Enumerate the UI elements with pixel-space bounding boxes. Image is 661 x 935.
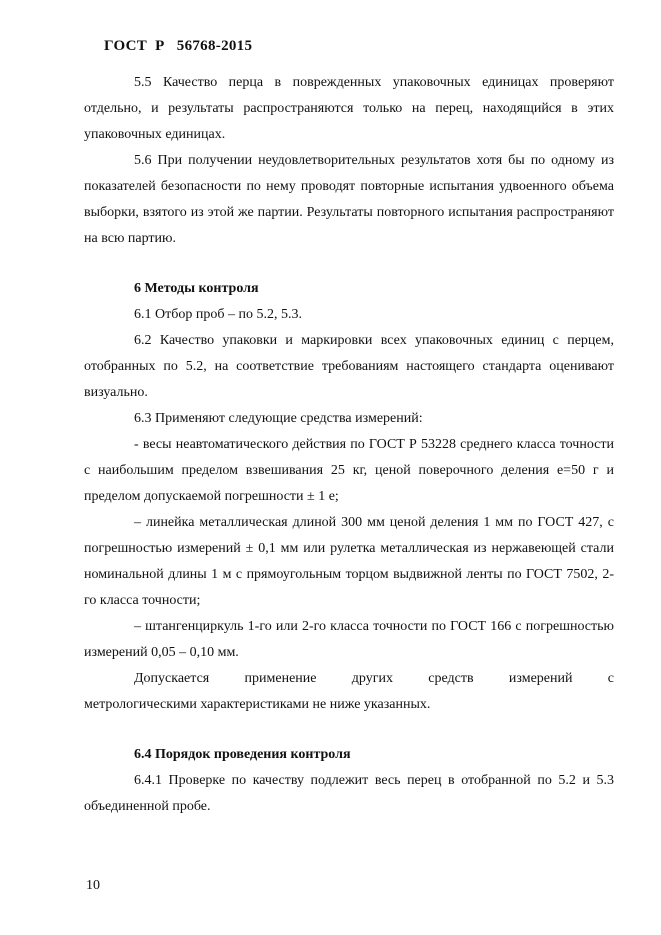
paragraph-6-1: 6.1 Отбор проб – по 5.2, 5.3. (134, 307, 302, 322)
standard-header: ГОСТ Р 56768-2015 (104, 38, 253, 54)
page-number: 10 (86, 878, 100, 893)
list-item-caliper: – штангенциркуль 1-го или 2-го класса точности по ГОСТ 166 с погрешностью измерений 0,05 – 0,10 мм. (84, 619, 614, 660)
section-heading-6: 6 Методы контроля (134, 281, 259, 296)
paragraph-allowed-line-2: метрологическими характеристиками не ниже указанных. (84, 697, 431, 712)
paragraph-6-2: 6.2 Качество упаковки и маркировки всех упаковочных единиц с перцем, отобранных по 5.2, на соответствие требованиям настоящего стандарта оценивают визуально. (84, 333, 614, 400)
section-heading-6-4: 6.4 Порядок проведения контроля (134, 747, 351, 762)
paragraph-6-4-1: 6.4.1 Проверке по качеству подлежит весь перец в отобранной по 5.2 и 5.3 объединенной пробе. (84, 773, 614, 814)
paragraph-allowed-line-1: Допускается применение других средств измерений с (134, 671, 614, 686)
paragraph-6-3: 6.3 Применяют следующие средства измерений: (134, 411, 423, 426)
list-item-scales: - весы неавтоматического действия по ГОСТ Р 53228 среднего класса точности с наибольшим пределом взвешивания 25 кг, ценой поверочного деления е=50 г и пределом допускаемой погрешности ± 1 е; (84, 437, 614, 504)
paragraph-5-5: 5.5 Качество перца в поврежденных упаковочных единицах проверяют отдельно, и результаты распространяются только на перец, находящийся в этих упаковочных единицах. (84, 75, 614, 142)
paragraph-5-6: 5.6 При получении неудовлетворительных результатов хотя бы по одному из показателей безопасности по нему проводят повторные испытания удвоенного объема выборки, взятого из этой же партии. Результаты повторного испытания распространяют на всю партию. (84, 153, 614, 246)
list-item-ruler: – линейка металлическая длиной 300 мм ценой деления 1 мм по ГОСТ 427, с погрешностью измерений ± 0,1 мм или рулетка металлическая из нержавеющей стали номинальной длины 1 м с прямоугольным торцом выдвижной ленты по ГОСТ 7502, 2-го класса точности; (84, 515, 614, 608)
document-body (84, 70, 614, 820)
